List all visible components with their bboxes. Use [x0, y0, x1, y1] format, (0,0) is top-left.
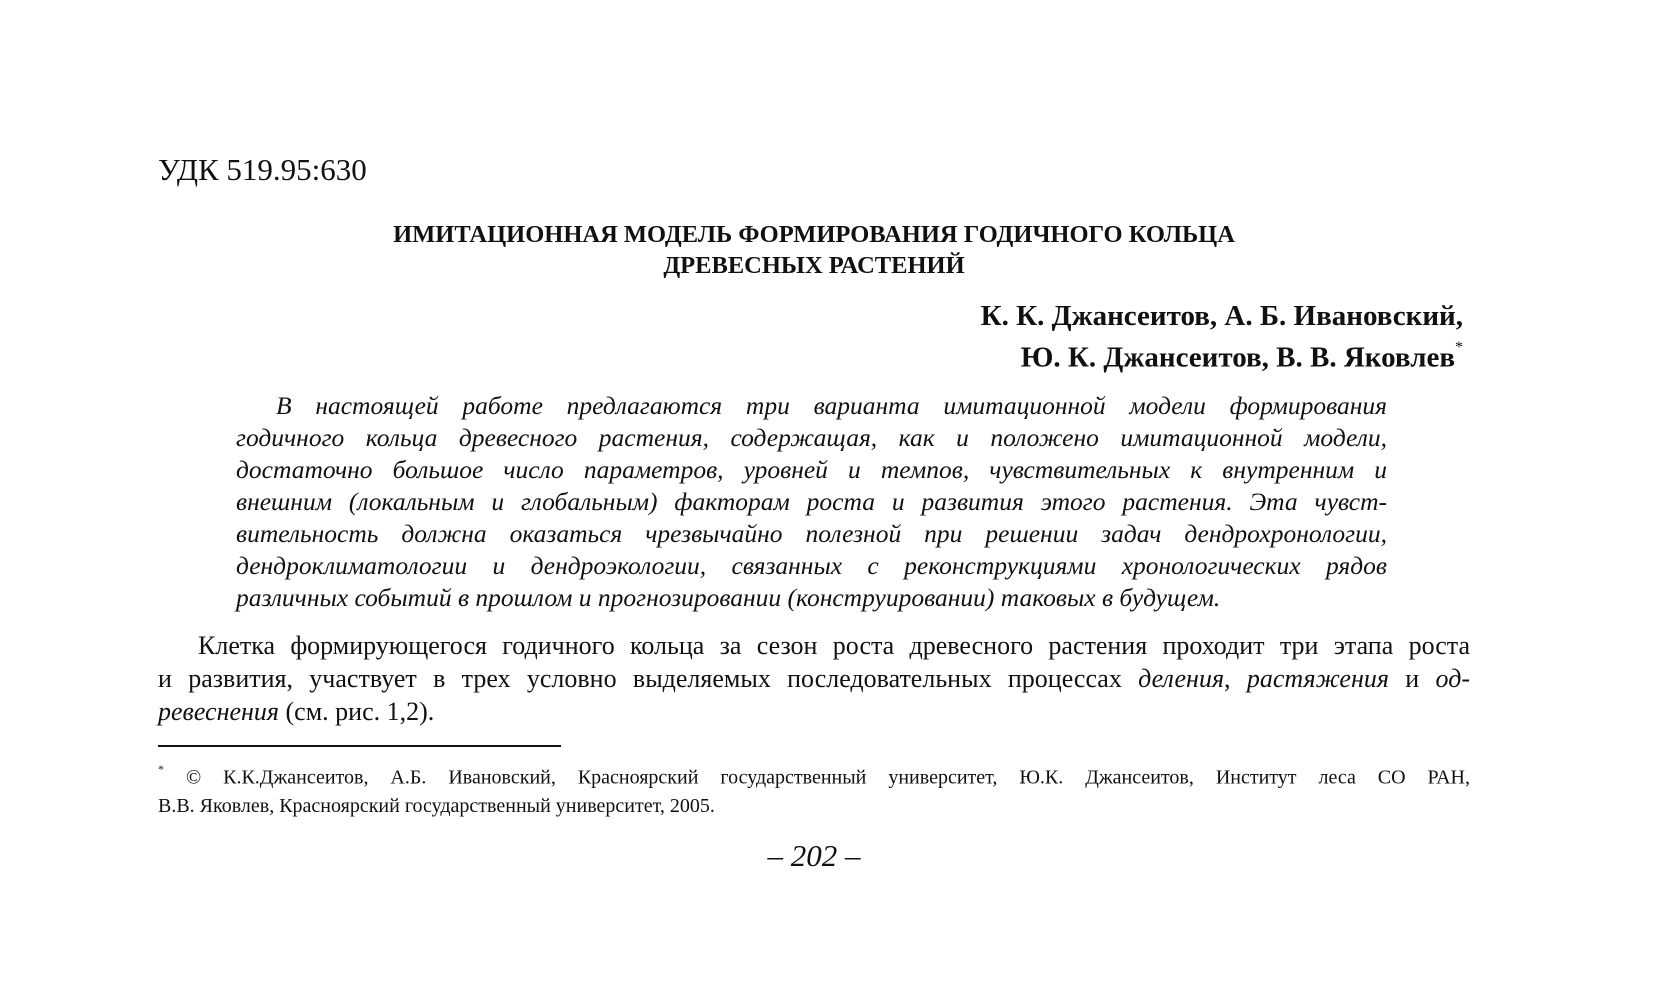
- authors-footnote-mark: *: [1455, 339, 1463, 356]
- title-line-2: ДРЕВЕСНЫХ РАСТЕНИЙ: [663, 252, 965, 279]
- abstract-line: внешним (локальным и глобальным) факторам роста и развития этого растения. Эта чувст-: [236, 487, 1387, 516]
- body-line-3: [158, 695, 1470, 728]
- body-line-2-text-c: и: [1388, 664, 1436, 693]
- abstract-line: различных событий в прошлом и прогнозировании (конструировании) таковых в будущем.: [236, 583, 1221, 612]
- footnote-line-2: В.В. Яковлев, Красноярский государственный университет, 2005.: [158, 794, 715, 817]
- article-title: [158, 219, 1470, 281]
- title-line-1: ИМИТАЦИОННАЯ МОДЕЛЬ ФОРМИРОВАНИЯ ГОДИЧНОГО КОЛЬЦА: [393, 221, 1235, 248]
- body-line-2: [158, 662, 1470, 695]
- footnote-line-1-text: © К.К.Джансеитов, А.Б. Ивановский, Красноярский государственный университет, Ю.К. Джансеитов, Институт леса СО РАН,: [164, 766, 1470, 789]
- body-line-2-text-b: ,: [1224, 664, 1247, 693]
- abstract: [236, 390, 1387, 614]
- footnote-mark: *: [158, 762, 164, 776]
- abstract-line: дендроклиматологии и дендроэкологии, связанных с реконструкциями хронологических рядов: [236, 551, 1387, 580]
- footnote: [158, 758, 1470, 820]
- footnote-separator: [158, 745, 561, 747]
- abstract-line: В настоящей работе предлагаются три варианта имитационной модели формирования: [276, 391, 1387, 420]
- abstract-line: вительность должна оказаться чрезвычайно полезной при решении задач дендрохронологии,: [236, 519, 1387, 548]
- authors-line-1: К. К. Джансеитов, А. Б. Ивановский,: [980, 300, 1463, 332]
- udk-code: УДК 519.95:630: [158, 152, 367, 187]
- authors-line-2: [981, 334, 1463, 376]
- body-line-3-text: (см. рис. 1,2).: [279, 697, 435, 726]
- body-paragraph: [158, 629, 1470, 728]
- abstract-line: достаточно большое число параметров, уровней и темпов, чувствительных к внутренним и: [236, 455, 1387, 484]
- authors-line-2-text: Ю. К. Джансеитов, В. В. Яковлев: [1020, 341, 1455, 374]
- term-lignification-part2: ревеснения: [158, 697, 279, 726]
- term-division: деления: [1138, 664, 1225, 693]
- page-number: – 202 –: [767, 838, 861, 873]
- footnote-line-1: [158, 758, 1470, 792]
- term-lignification-part1: од-: [1435, 664, 1470, 693]
- body-line-1: Клетка формирующегося годичного кольца за сезон роста древесного растения проходит три этапа роста: [198, 631, 1470, 660]
- body-line-2-text-a: и развития, участвует в трех условно выделяемых последовательных процессах: [158, 664, 1139, 693]
- abstract-line: годичного кольца древесного растения, содержащая, как и положено имитационной модели,: [236, 423, 1387, 452]
- term-extension: растяжения: [1246, 664, 1389, 693]
- authors: [981, 298, 1463, 376]
